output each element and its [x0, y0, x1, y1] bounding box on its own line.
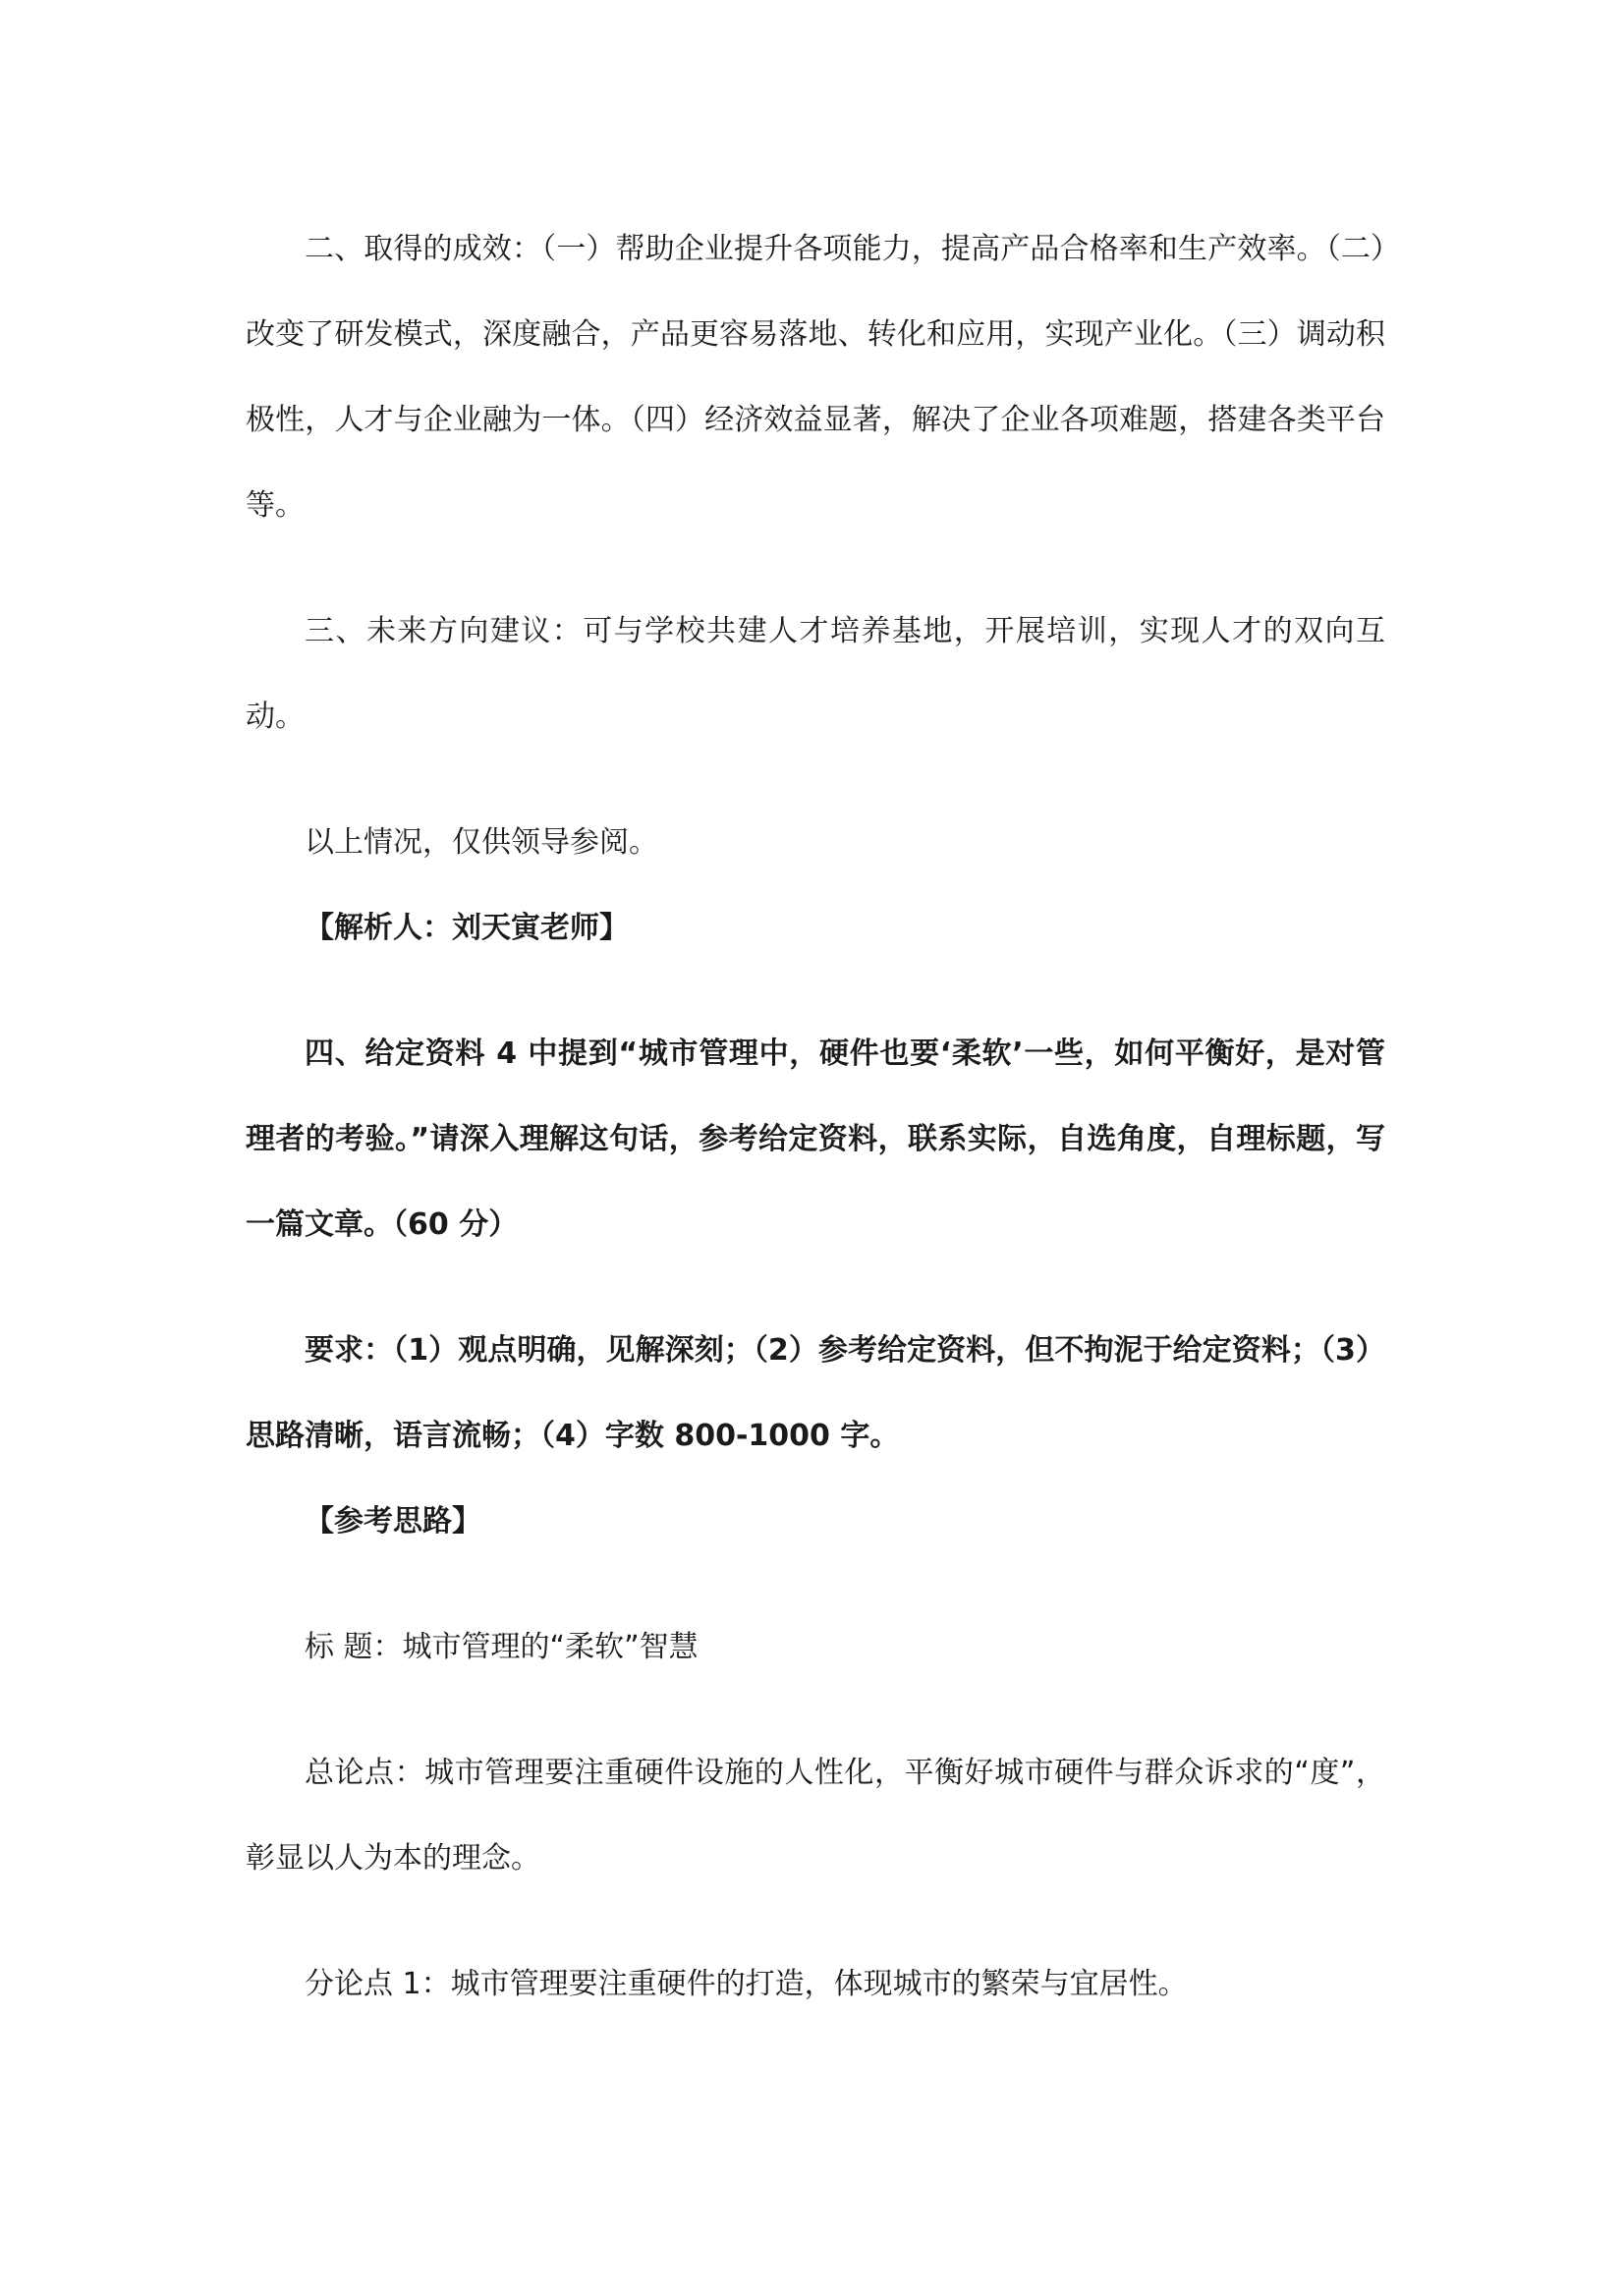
main-point: 总论点：城市管理要注重硬件设施的人性化，平衡好城市硬件与群众诉求的“度”，彰显以人为本的理念。 — [246, 1756, 1385, 1876]
sub-point-1: 分论点 1：城市管理要注重硬件的打造，体现城市的繁荣与宜居性。 — [305, 1967, 1188, 2001]
essay-title-line: 标 题：城市管理的“柔软”智慧 — [305, 1630, 699, 1664]
analyst-label: 【解析人：刘天寅老师】 — [305, 911, 629, 945]
paragraph-achievements: 二、取得的成效：（一）帮助企业提升各项能力，提高产品合格率和生产效率。（二）改变了研发模式，深度融合，产品更容易落地、转化和应用，实现产业化。（三）调动积极性，人才与企业融为一体。（四）经济效益显著，解决了企业各项难题，搭建各类平台等。 — [246, 232, 1385, 523]
document-body — [246, 206, 1385, 2027]
question-four: 四、给定资料 4 中提到“城市管理中，硬件也要‘柔软’一些，如何平衡好，是对管理者的考验。”请深入理解这句话，参考给定资料，联系实际，自选角度，自理标题，写一篇文章。（60 分） — [246, 1036, 1385, 1242]
requirements: 要求：（1）观点明确，见解深刻；（2）参考给定资料，但不拘泥于给定资料；（3）思路清晰，语言流畅；（4）字数 800-1000 字。 — [246, 1333, 1385, 1453]
paragraph-future-suggestions: 三、未来方向建议：可与学校共建人才培养基地，开展培训，实现人才的双向互动。 — [246, 614, 1385, 734]
reference-label: 【参考思路】 — [305, 1504, 481, 1539]
paragraph-closing: 以上情况，仅供领导参阅。 — [305, 825, 658, 860]
